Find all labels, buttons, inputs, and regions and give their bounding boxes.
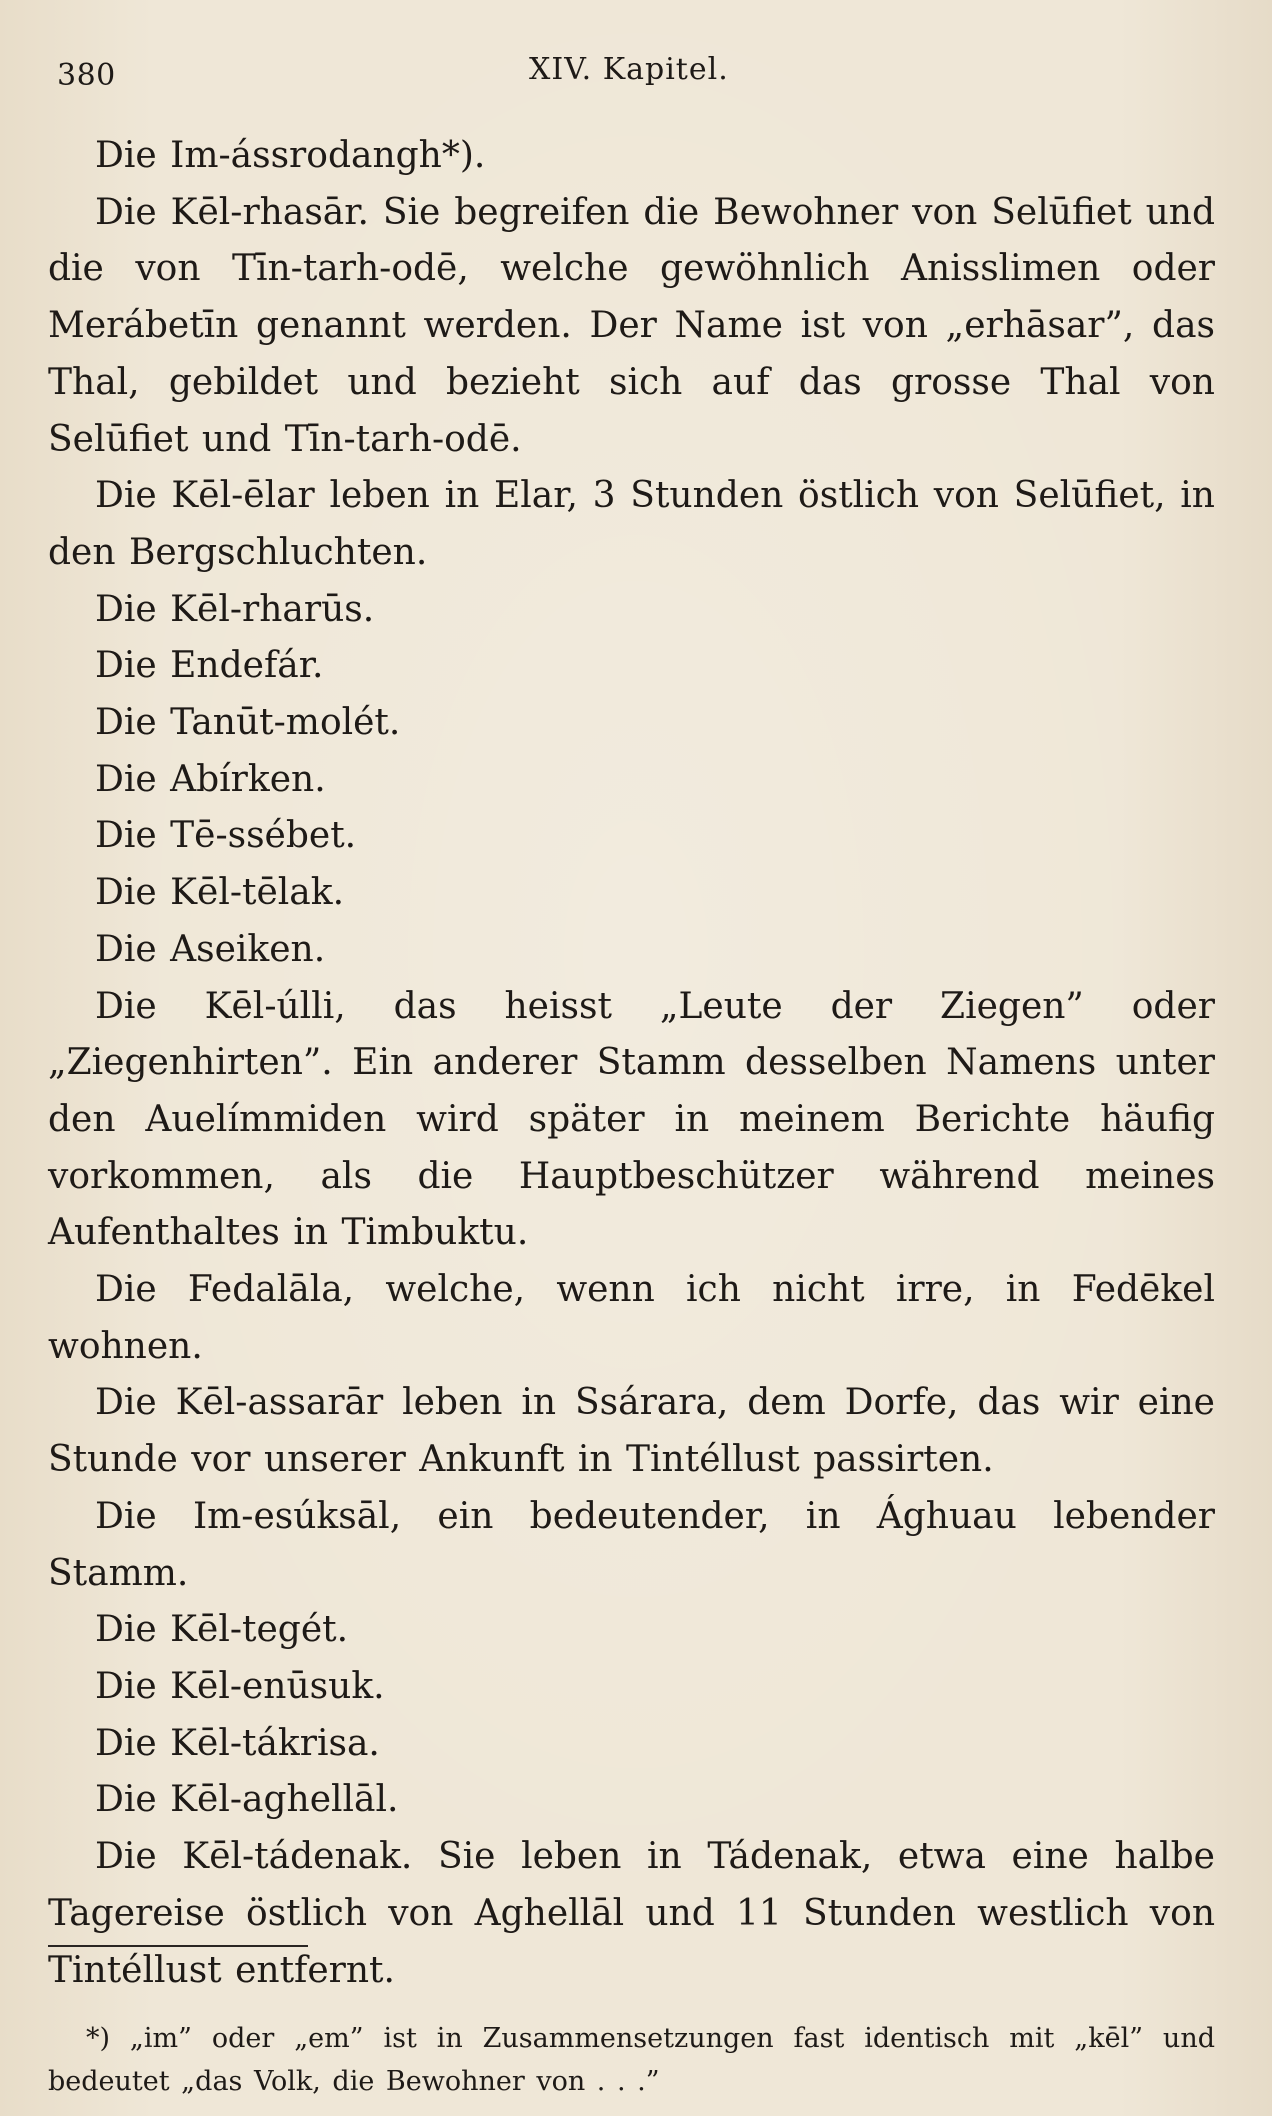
paragraph: Die Im-ássrodangh*). — [95, 135, 486, 176]
footnote-divider — [48, 1945, 308, 1947]
paragraph: Die Fedalāla, welche, wenn ich nicht irre, in Fedēkel wohnen. — [48, 1269, 1215, 1367]
paragraph: Die Im-esúksāl, ein bedeutender, in Ághuau lebender Stamm. — [48, 1495, 1215, 1594]
paragraph: Die Kēl-enūsuk. — [95, 1665, 385, 1707]
paragraph: Die Kēl-úlli, das heisst „Leute der Ziegen” oder „Ziegenhirten”. Ein anderer Stamm desselben Namens unter den Auelímmiden wird später in meinem Berichte häufig vorkommen, als die Hauptbeschützer während meines Aufenthaltes in Timbuktu. — [48, 985, 1215, 1254]
paragraph: Die Kēl-ēlar leben in Elar, 3 Stunden östlich von Selūfiet, in den Bergschluchten. — [48, 475, 1215, 573]
footnote: *) „im” oder „em” ist in Zusammensetzungen fast identisch mit „kēl” und bedeutet „das Volk, die Bewohner von . . .” — [48, 2023, 1215, 2097]
paragraph: Die Abírken. — [95, 758, 326, 800]
chapter-title: XIV. Kapitel. — [529, 52, 729, 87]
paragraph: Die Kēl-rharūs. — [95, 588, 375, 630]
paragraph: Die Kēl-tádenak. Sie leben in Tádenak, etwa eine halbe Tagereise östlich von Aghellāl und 11 Stunden westlich von Tintéllust entfernt. — [48, 1836, 1215, 1991]
paragraph: Die Kēl-assarār leben in Ssárara, dem Dorfe, das wir eine Stunde vor unserer Ankunft in Tintéllust passirten. — [48, 1382, 1215, 1481]
paragraph: Die Tē-ssébet. — [95, 815, 357, 857]
page-header — [57, 48, 1217, 98]
paragraph: Die Kēl-tákrisa. — [95, 1722, 380, 1764]
paragraph: Die Kēl-tēlak. — [95, 872, 345, 914]
page-number: 380 — [57, 58, 116, 93]
paragraph: Die Kēl-aghellāl. — [95, 1779, 399, 1821]
paragraph: Die Endefár. — [95, 645, 324, 687]
main-text — [48, 128, 1215, 1999]
paragraph: Die Aseiken. — [95, 928, 326, 970]
paragraph: Die Kēl-rhasār. Sie begreifen die Bewohner von Selūfiet und die von Tīn-tarh-odē, welche gewöhnlich Anisslimen oder Merábetīn genannt werden. Der Name ist von „erhāsar”, das Thal, gebildet und bezieht sich auf das grosse Thal von Selūfiet und Tīn-tarh-odē. — [48, 191, 1215, 460]
paragraph: Die Tanūt-molét. — [95, 702, 401, 744]
paragraph: Die Kēl-tegét. — [95, 1609, 349, 1651]
